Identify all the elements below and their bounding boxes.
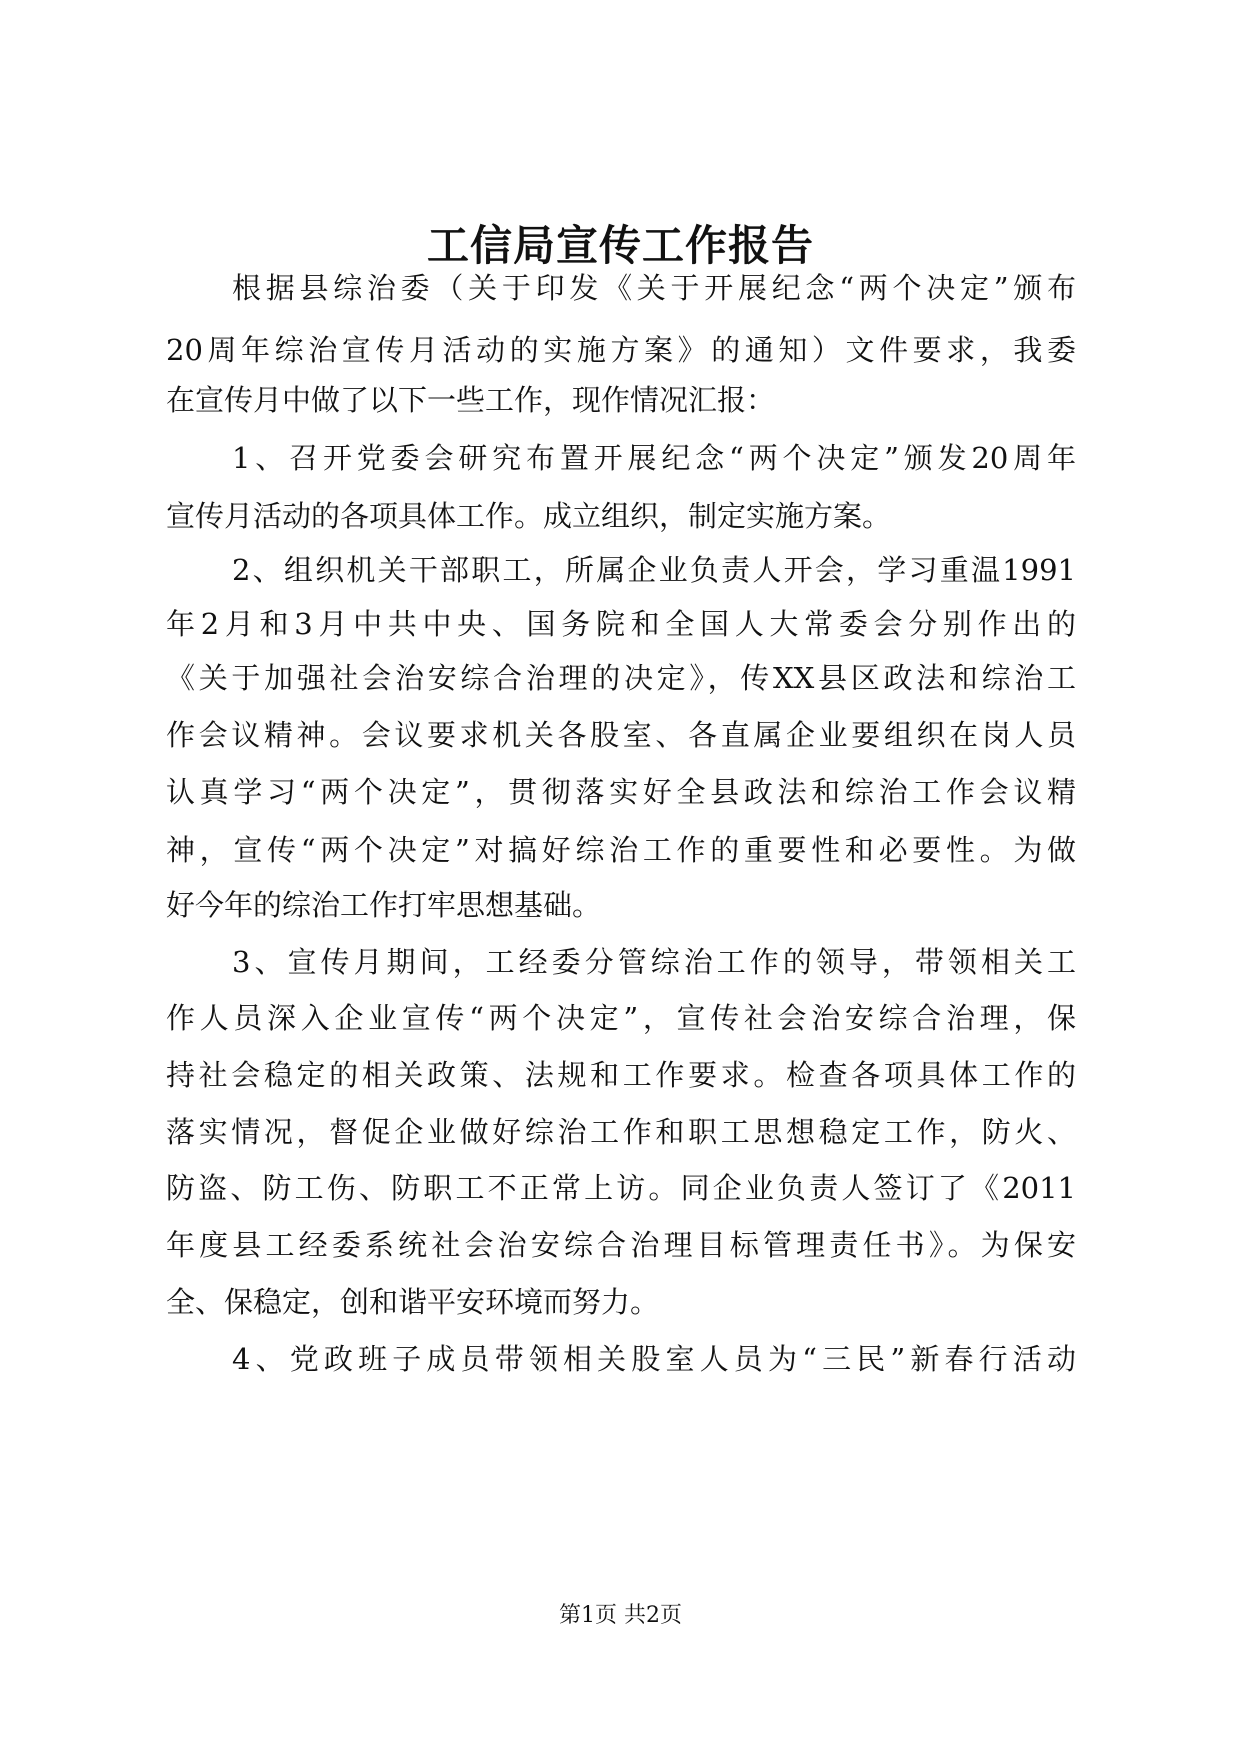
paragraph-5-line-1: 4、党政班子成员带领相关股室人员为“三民”新春行活动: [232, 1342, 1076, 1376]
paragraph-3-line-4: 作会议精神。会议要求机关各股室、各直属企业要组织在岗人员: [166, 718, 1076, 752]
page-number-footer: 第1页 共2页: [559, 1603, 682, 1628]
paragraph-3-line-7: 好今年的综治工作打牢思想基础。: [166, 888, 602, 922]
paragraph-2-line-1: 1、召开党委会研究布置开展纪念“两个决定”颁发20周年: [232, 441, 1076, 475]
paragraph-4-line-5: 防盗、防工伤、防职工不正常上访。同企业负责人签订了《2011: [166, 1171, 1076, 1205]
paragraph-1-line-3: 在宣传月中做了以下一些工作，现作情况汇报：: [166, 383, 776, 417]
paragraph-3-line-6: 神，宣传“两个决定”对搞好综治工作的重要性和必要性。为做: [166, 833, 1076, 867]
paragraph-4-line-2: 作人员深入企业宣传“两个决定”，宣传社会治安综合治理，保: [166, 1001, 1076, 1035]
paragraph-4-line-7: 全、保稳定，创和谐平安环境而努力。: [166, 1285, 660, 1319]
paragraph-4-line-3: 持社会稳定的相关政策、法规和工作要求。检查各项具体工作的: [166, 1058, 1076, 1092]
paragraph-3-line-1: 2、组织机关干部职工，所属企业负责人开会，学习重温1991: [232, 553, 1076, 587]
paragraph-4-line-4: 落实情况，督促企业做好综治工作和职工思想稳定工作，防火、: [166, 1115, 1076, 1149]
paragraph-3-line-3: 《关于加强社会治安综合治理的决定》，传XX县区政法和综治工: [166, 661, 1076, 695]
paragraph-4-line-6: 年度县工经委系统社会治安综合治理目标管理责任书》。为保安: [166, 1228, 1076, 1262]
paragraph-1-line-2: 20周年综治宣传月活动的实施方案》的通知）文件要求，我委: [166, 333, 1076, 367]
paragraph-2-line-2: 宣传月活动的各项具体工作。成立组织，制定实施方案。: [166, 499, 892, 533]
document-title: 工信局宣传工作报告: [426, 221, 814, 270]
paragraph-4-line-1: 3、宣传月期间，工经委分管综治工作的领导，带领相关工: [232, 945, 1076, 979]
paragraph-3-line-2: 年2月和3月中共中央、国务院和全国人大常委会分别作出的: [166, 607, 1076, 641]
paragraph-1-line-1: 根据县综治委（关于印发《关于开展纪念“两个决定”颁布: [232, 271, 1076, 305]
paragraph-3-line-5: 认真学习“两个决定”，贯彻落实好全县政法和综治工作会议精: [166, 775, 1076, 809]
